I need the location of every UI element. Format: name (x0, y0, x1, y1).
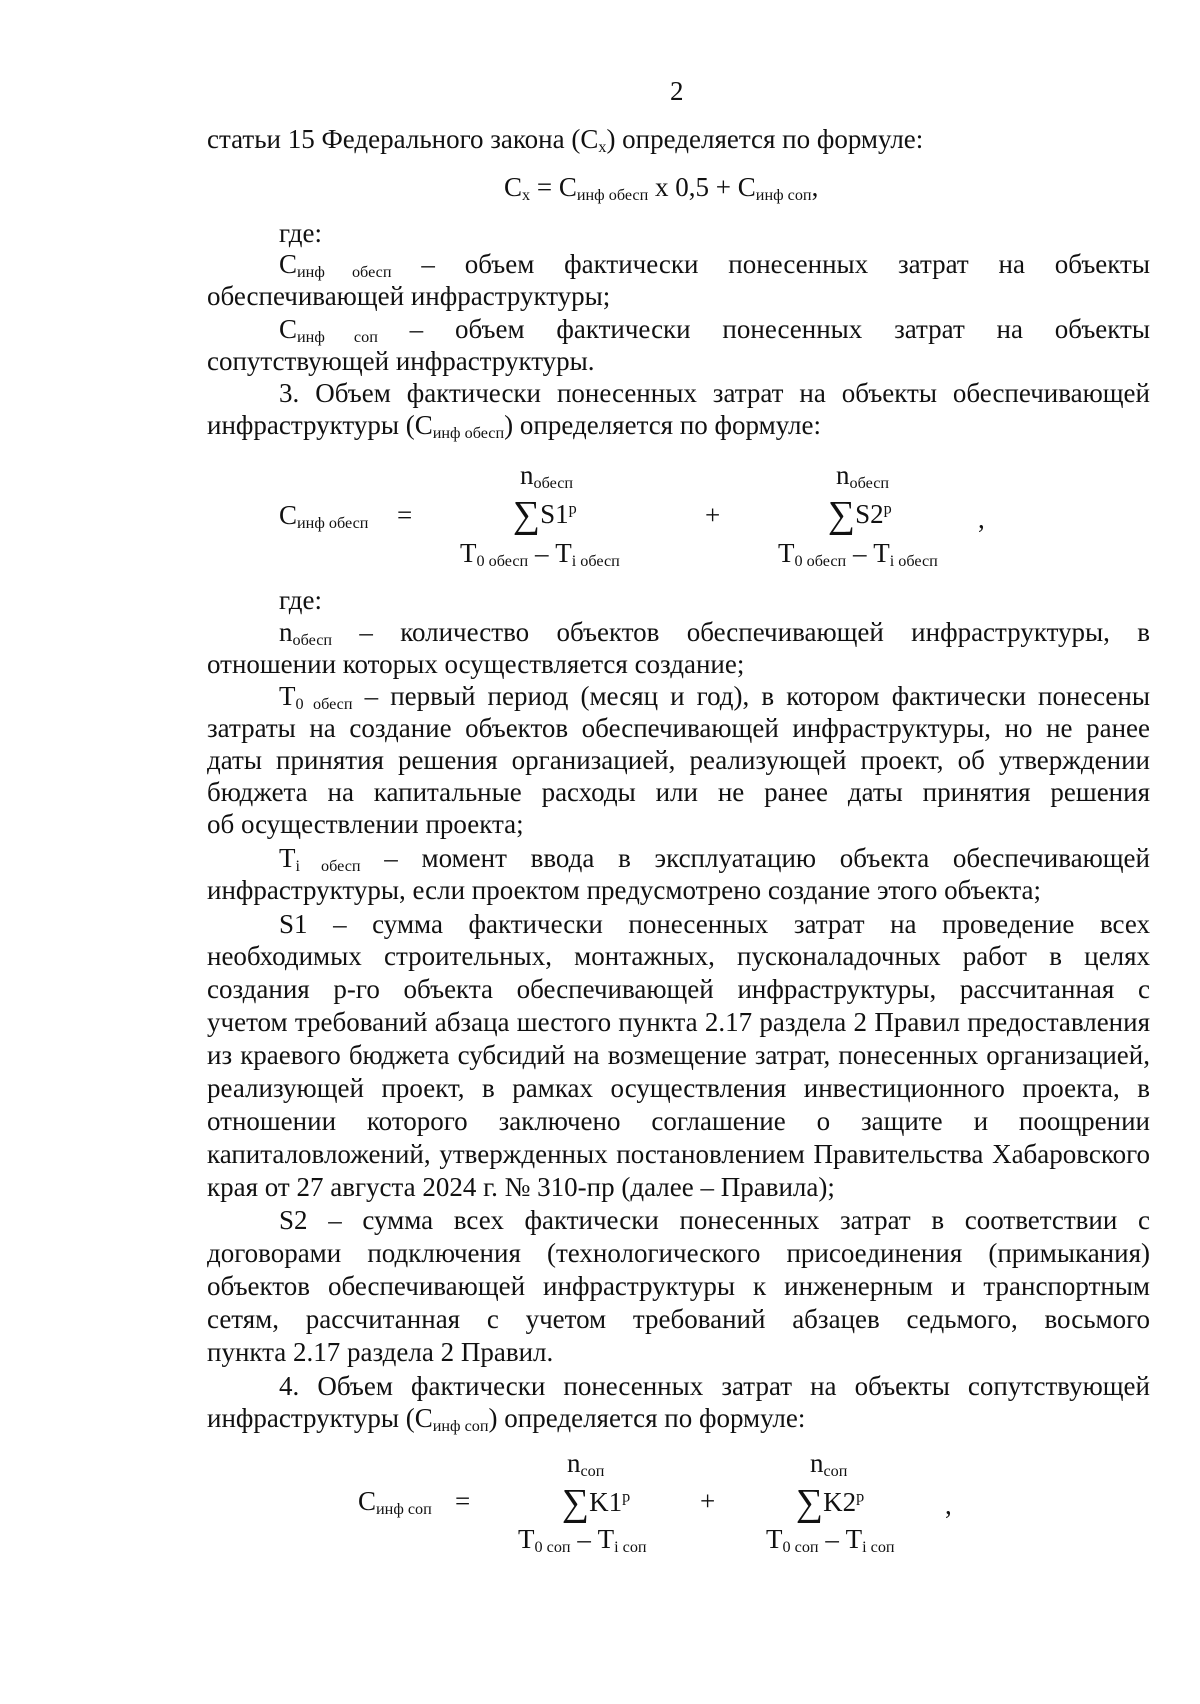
subscript: инф соп (297, 328, 378, 347)
sum-expression (562, 1480, 631, 1524)
text: – количество объектов обеспечивающей инфраструктуры, в (332, 617, 1150, 647)
text: T (279, 843, 296, 873)
text: x 0,5 + C (648, 172, 756, 202)
text-line: инфраструктуры, если проектом предусмотрено создание этого объекта; (207, 875, 1042, 905)
text: T (518, 1524, 535, 1554)
text: n (810, 1448, 824, 1478)
text: C (358, 1486, 377, 1516)
text-line: учетом требований абзаца шестого пункта 2.17 раздела 2 Правил предоставления (207, 1007, 1150, 1037)
subscript: i соп (614, 1538, 647, 1557)
subscript: обесп (849, 474, 890, 493)
text-line: 4. Объем фактически понесенных затрат на объекты сопутствующей (279, 1371, 1150, 1401)
text-line (279, 249, 1150, 282)
text-line: затраты на создание объектов обеспечивающей инфраструктуры, но не ранее (207, 713, 1150, 743)
subscript: соп (823, 1462, 848, 1481)
text: K1 (589, 1487, 623, 1517)
text: T (778, 538, 795, 568)
text: n (279, 617, 293, 647)
superscript: p (883, 499, 892, 518)
text-line: реализующей проект, в рамках осуществления инвестиционного проекта, в (207, 1073, 1150, 1103)
text: S2 (855, 499, 884, 529)
subscript: i обесп (571, 552, 620, 571)
text: статьи 15 Федерального закона (C (207, 124, 599, 154)
plus-sign: + (705, 500, 721, 530)
sum-upper-limit (567, 1448, 604, 1481)
text: = C (530, 172, 577, 202)
text: K2 (823, 1487, 857, 1517)
subscript: i соп (862, 1538, 895, 1557)
subscript: x (522, 186, 531, 205)
text-line (279, 617, 1150, 650)
sigma-symbol: ∑ (828, 494, 856, 536)
superscript: p (622, 1487, 631, 1506)
sum-expression (828, 492, 892, 536)
subscript: 0 обесп (794, 552, 847, 571)
page-number: 2 (670, 76, 684, 106)
text-line: S2 – сумма всех фактически понесенных затрат в соответствии с (279, 1205, 1150, 1235)
sum-expression (796, 1480, 865, 1524)
sum-lower-limit (460, 538, 620, 571)
subscript: инф соп (432, 1417, 489, 1436)
text: n (567, 1448, 581, 1478)
text: – объем фактически понесенных затрат на объекты (391, 249, 1150, 279)
text-line: 3. Объем фактически понесенных затрат на объекты обеспечивающей (279, 378, 1150, 408)
text-line: капиталовложений, утвержденных постановлением Правительства Хабаровского (207, 1139, 1150, 1169)
text: C (279, 500, 298, 530)
sum-upper-limit (810, 1448, 847, 1481)
text-line: отношении которого заключено соглашение о защите и поощрении (207, 1106, 1150, 1136)
text: – T (570, 1524, 615, 1554)
subscript: 0 соп (534, 1538, 571, 1557)
text: – первый период (месяц и год), в котором фактически понесены (352, 681, 1150, 711)
sigma-symbol: ∑ (513, 494, 541, 536)
subscript: i обесп (295, 857, 361, 876)
sum-lower-limit (766, 1524, 895, 1557)
comma: , (978, 504, 985, 534)
text-line: где: (279, 585, 322, 615)
text-line (207, 1403, 805, 1436)
sum-upper-limit (520, 460, 573, 493)
text: S1 (540, 499, 569, 529)
plus-sign: + (700, 1486, 716, 1516)
text: T (766, 1524, 783, 1554)
sigma-symbol: ∑ (796, 1482, 824, 1524)
subscript: инф обесп (297, 514, 369, 533)
text-line: объектов обеспечивающей инфраструктуры к инженерным и транспортным (207, 1271, 1150, 1301)
text: ) определяется по формуле: (504, 410, 821, 440)
subscript: i обесп (889, 552, 938, 571)
text: – T (528, 538, 572, 568)
text-line: пункта 2.17 раздела 2 Правил. (207, 1337, 554, 1367)
text-line (279, 314, 1150, 347)
text-line (279, 681, 1150, 714)
text: инфраструктуры (C (207, 410, 433, 440)
subscript: обесп (292, 631, 333, 650)
text-line (207, 124, 923, 157)
subscript: 0 обесп (295, 695, 353, 714)
text-line: края от 27 августа 2024 г. № 310-пр (далее – Правила); (207, 1172, 835, 1202)
text: C (504, 172, 523, 202)
text-line: об осуществлении проекта; (207, 809, 524, 839)
text-line: где: (279, 218, 322, 248)
text: – момент ввода в эксплуатацию объекта обеспечивающей (360, 843, 1150, 873)
text: – объем фактически понесенных затрат на объекты (377, 314, 1150, 344)
text: ) определяется по формуле: (488, 1403, 806, 1433)
sigma-symbol: ∑ (562, 1482, 590, 1524)
subscript: инф обесп (297, 263, 392, 282)
text: – T (846, 538, 890, 568)
sum-lower-limit (518, 1524, 647, 1557)
sum-expression (513, 492, 577, 536)
text: n (520, 460, 534, 490)
text-line: договорами подключения (технологического присоединения (примыкания) (207, 1238, 1150, 1268)
subscript: обесп (533, 474, 574, 493)
sum-upper-limit (836, 460, 889, 493)
subscript: инф соп (376, 1500, 432, 1519)
text: – T (818, 1524, 863, 1554)
equals-sign: = (397, 500, 413, 530)
text: T (460, 538, 477, 568)
subscript: 0 соп (782, 1538, 819, 1557)
text: C (279, 314, 298, 344)
text-line: сетям, рассчитанная с учетом требований абзацев седьмого, восьмого (207, 1304, 1150, 1334)
subscript: x (598, 138, 607, 157)
comma: , (945, 1490, 952, 1520)
text-line: обеспечивающей инфраструктуры; (207, 281, 611, 311)
text: T (279, 681, 296, 711)
text: C (279, 249, 298, 279)
subscript: инф обесп (432, 424, 505, 443)
subscript: инф обесп (576, 186, 649, 205)
text-line: из краевого бюджета субсидий на возмещение затрат, понесенных организацией, (207, 1040, 1150, 1070)
text: n (836, 460, 850, 490)
formula-lhs (358, 1486, 432, 1519)
text-line: необходимых строительных, монтажных, пусконаладочных работ в целях (207, 941, 1150, 971)
equals-sign: = (455, 1486, 471, 1516)
subscript: 0 обесп (476, 552, 529, 571)
text-line (207, 410, 821, 443)
formula-cx (504, 172, 818, 205)
subscript: инф соп (755, 186, 812, 205)
sum-lower-limit (778, 538, 938, 571)
text: , (811, 172, 819, 202)
text: инфраструктуры (C (207, 1403, 433, 1433)
text-line: даты принятия решения организацией, реализующей проект, об утверждении (207, 745, 1150, 775)
formula-lhs (279, 500, 368, 533)
text-line: бюджета на капитальные расходы или не ранее даты принятия решения (207, 777, 1150, 807)
superscript: p (856, 1487, 865, 1506)
subscript: соп (580, 1462, 605, 1481)
text-line (279, 843, 1150, 876)
text-line: сопутствующей инфраструктуры. (207, 346, 595, 376)
text-line: S1 – сумма фактически понесенных затрат на проведение всех (279, 909, 1150, 939)
superscript: p (568, 499, 577, 518)
text-line: отношении которых осуществляется создание; (207, 649, 745, 679)
text-line: создания p-го объекта обеспечивающей инфраструктуры, рассчитанная с (207, 974, 1150, 1004)
text: ) определяется по формуле: (606, 124, 924, 154)
